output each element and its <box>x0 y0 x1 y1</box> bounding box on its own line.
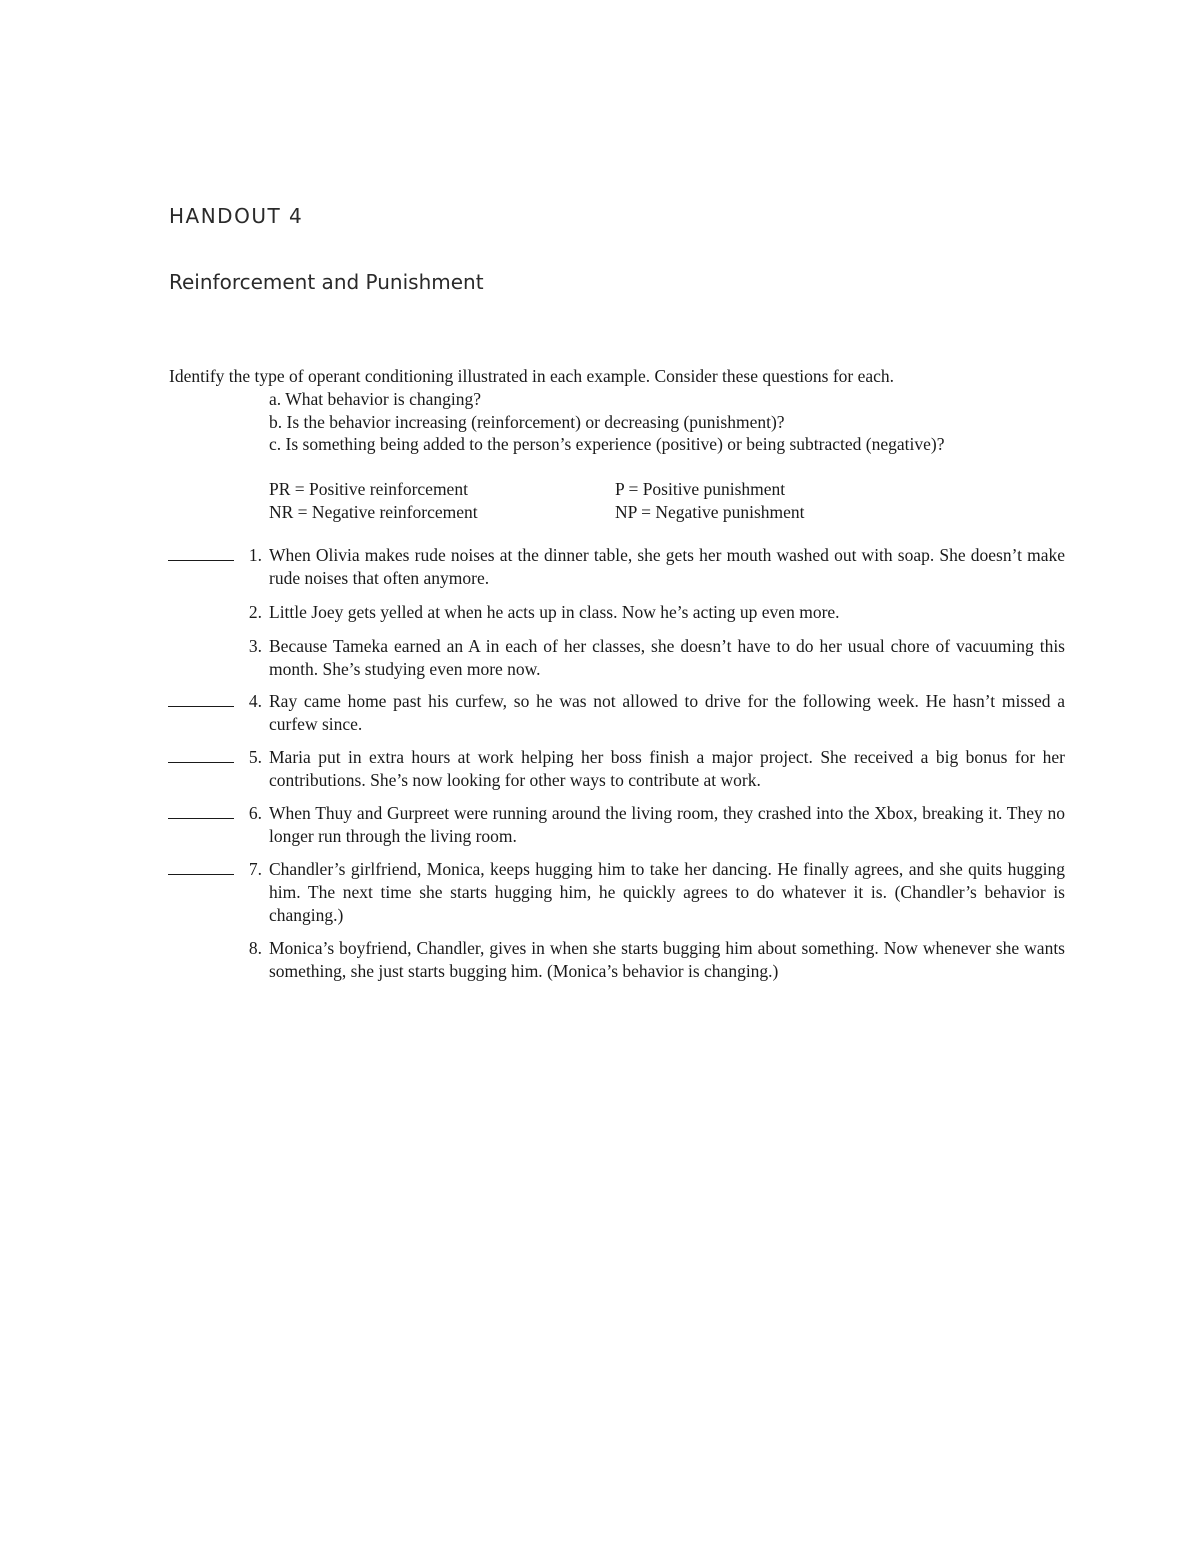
question-b: b. Is the behavior increasing (reinforcement) or decreasing (punishment)? <box>269 411 785 432</box>
example-number: 5. <box>248 747 262 767</box>
handout-label: HANDOUT 4 <box>169 204 304 228</box>
example-number: 8. <box>248 938 262 958</box>
example-number: 6. <box>248 803 262 823</box>
example-text: Ray came home past his curfew, so he was not allowed to drive for the following week. He hasn’t missed a curfew since. <box>269 691 1065 734</box>
instructions-intro: Identify the type of operant conditioning illustrated in each example. Consider these questions for each. <box>169 366 895 386</box>
answer-blank[interactable] <box>168 560 234 561</box>
question-c: c. Is something being added to the person’s experience (positive) or being subtracted (negative)? <box>269 434 945 454</box>
legend-pr: PR = Positive reinforcement <box>269 479 468 499</box>
example-text: Little Joey gets yelled at when he acts up in class. Now he’s acting up even more. <box>269 602 840 622</box>
legend-nr: NR = Negative reinforcement <box>269 502 478 522</box>
answer-blank[interactable] <box>168 818 234 819</box>
legend-np: NP = Negative punishment <box>615 502 805 522</box>
question-a: a. What behavior is changing? <box>269 389 482 409</box>
answer-blank[interactable] <box>168 874 234 875</box>
example-text: Maria put in extra hours at work helping her boss finish a major project. She received a big bonus for her contributions. She’s now looking for other ways to contribute at work. <box>269 747 1065 790</box>
answer-blank[interactable] <box>168 706 234 707</box>
example-number: 1. <box>248 545 262 565</box>
example-text: Monica’s boyfriend, Chandler, gives in when she starts bugging him about something. Now whenever she wants something, she just starts bugging him. (Monica’s behavior is changing.) <box>269 938 1065 981</box>
handout-title: Reinforcement and Punishment <box>169 270 484 294</box>
legend-p: P = Positive punishment <box>615 479 786 499</box>
example-number: 2. <box>248 602 262 622</box>
guiding-questions <box>269 388 944 456</box>
abbreviation-legend <box>269 478 869 524</box>
example-text: When Olivia makes rude noises at the dinner table, she gets her mouth washed out with soap. She doesn’t make rude noises that often anymore. <box>269 545 1065 588</box>
example-text: Because Tameka earned an A in each of her classes, she doesn’t have to do her usual chore of vacuuming this month. She’s studying even more now. <box>269 636 1065 679</box>
example-number: 7. <box>248 859 262 879</box>
example-number: 4. <box>248 691 262 711</box>
example-number: 3. <box>248 636 262 656</box>
answer-blank[interactable] <box>168 762 234 763</box>
example-text: Chandler’s girlfriend, Monica, keeps hugging him to take her dancing. He finally agrees, and she quits hugging him. The next time she starts hugging him, he quickly agrees to do whatever it is. (Chandler’s behavior is changing.) <box>269 859 1065 925</box>
example-text: When Thuy and Gurpreet were running around the living room, they crashed into the Xbox, breaking it. They no longer run through the living room. <box>269 803 1065 846</box>
